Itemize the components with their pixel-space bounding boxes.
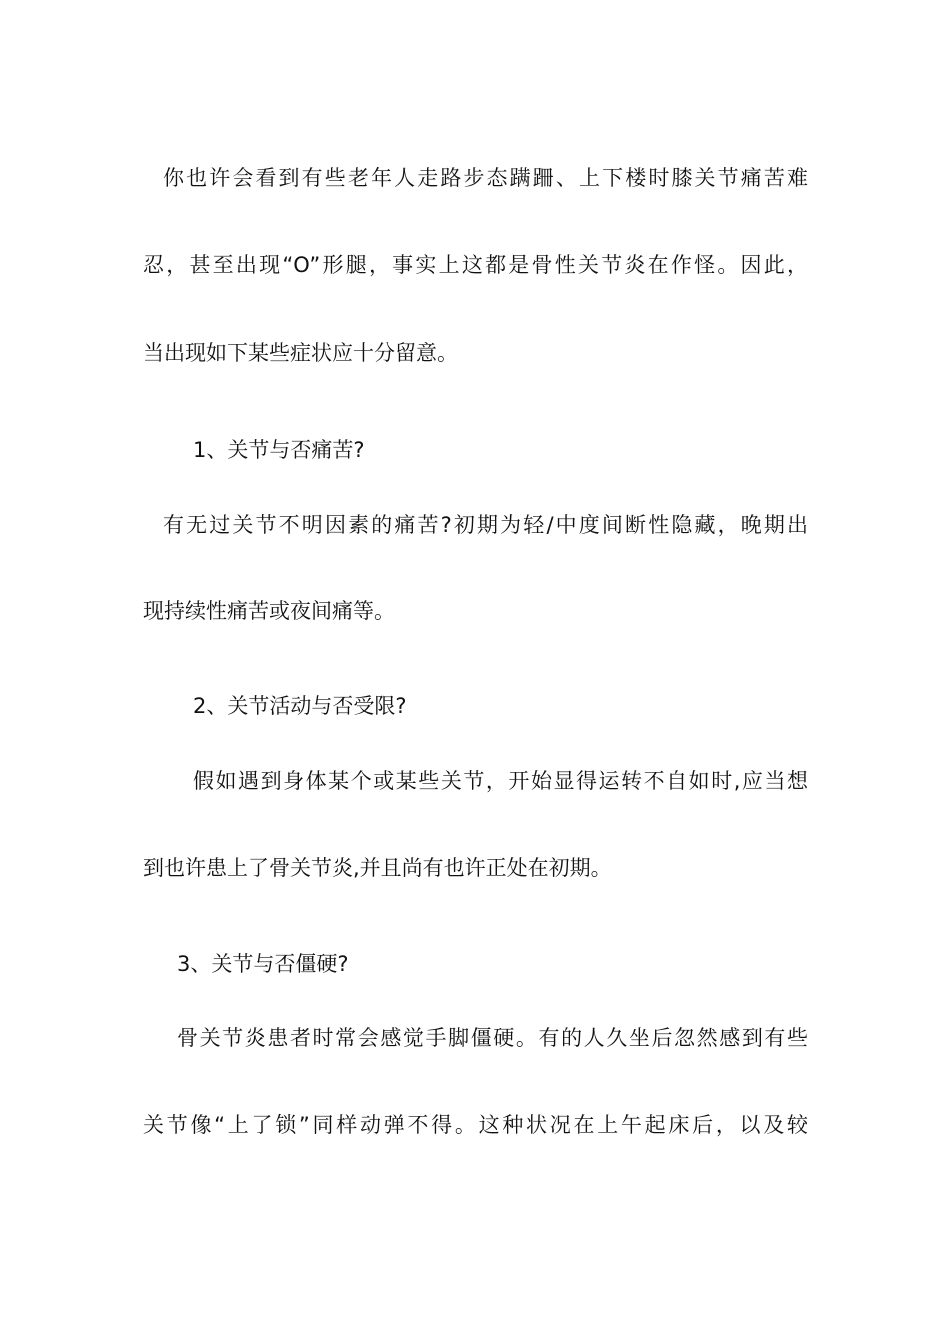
heading-3: 3、关节与否僵硬? (177, 952, 349, 976)
paragraph-4-line-2: 关节像“上了锁”同样动弹不得。这种状况在上午起床后，以及较 (143, 1113, 808, 1137)
paragraph-3-line-1: 假如遇到身体某个或某些关节，开始显得运转不自如时,应当想 (193, 769, 808, 793)
paragraph-2-line-2: 现持续性痛苦或夜间痛等。 (143, 599, 395, 623)
paragraph-3-line-2: 到也许患上了骨关节炎,并且尚有也许正处在初期。 (143, 856, 612, 880)
paragraph-2-line-1: 有无过关节不明因素的痛苦?初期为轻/中度间断性隐藏，晚期出 (163, 513, 808, 537)
heading-2: 2、关节活动与否受限? (193, 694, 407, 718)
paragraph-1-line-1: 你也许会看到有些老年人走路步态蹒跚、上下楼时膝关节痛苦难 (163, 166, 808, 190)
paragraph-4-line-1: 骨关节炎患者时常会感觉手脚僵硬。有的人久坐后忽然感到有些 (177, 1026, 808, 1050)
heading-1: 1、关节与否痛苦? (193, 438, 365, 462)
paragraph-1-line-3: 当出现如下某些症状应十分留意。 (143, 341, 458, 365)
paragraph-1-line-2: 忍，甚至出现“O”形腿，事实上这都是骨性关节炎在作怪。因此， (143, 253, 808, 277)
